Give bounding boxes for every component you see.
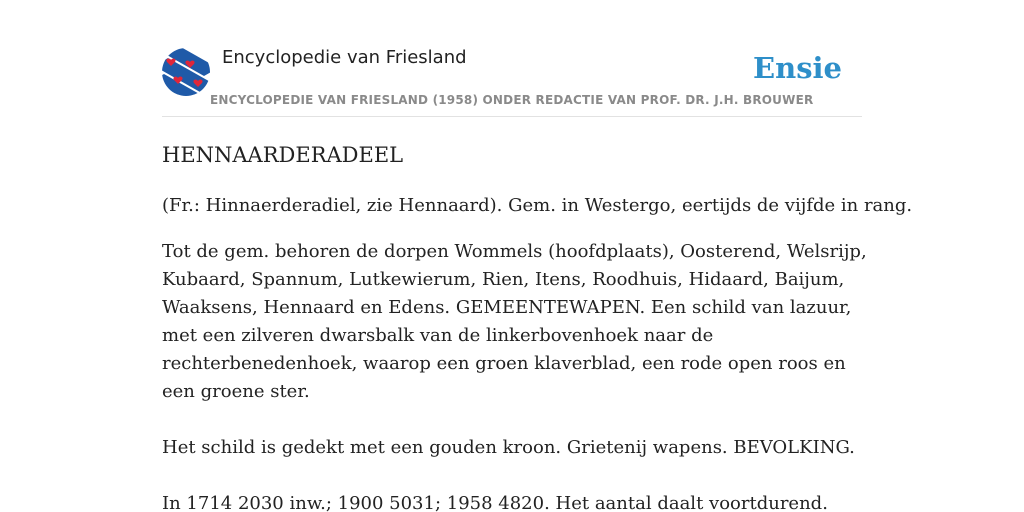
source-title[interactable]: Encyclopedie van Friesland [222,47,467,68]
ensie-logo[interactable]: Ensie [753,51,842,85]
article-paragraph: In 1714 2030 inw.; 1900 5031; 1958 4820. Het aantal daalt voortdurend. [162,493,828,512]
article-paragraph: Het schild is gedekt met een gouden kroon. Grietenij wapens. BEVOLKING. [162,437,855,458]
article-paragraph: Tot de gem. behoren de dorpen Wommels (hoofdplaats), Oosterend, Welsrijp, Kubaard, Spannum, Lutkewierum, Rien, Itens, Roodhuis, Hidaard, Baijum, Waaksens, Hennaard en Edens. GEMEENTEWAPEN. Een schild van lazuur, met een zilveren dwarsbalk van de linkerbovenhoek naar de rechterbenedenhoek, waarop een groen klaverblad, een rode open roos en een groene ster. [162,241,867,402]
source-header [162,44,862,117]
source-subtitle: ENCYCLOPEDIE VAN FRIESLAND (1958) ONDER REDACTIE VAN PROF. DR. J.H. BROUWER [210,93,814,107]
frisian-flag-icon[interactable] [162,48,210,96]
page-title: HENNAARDERADEEL [162,143,404,167]
article [162,140,913,512]
article-paragraph: (Fr.: Hinnaerderadiel, zie Hennaard). Gem. in Westergo, eertijds de vijfde in rang. [162,195,913,216]
